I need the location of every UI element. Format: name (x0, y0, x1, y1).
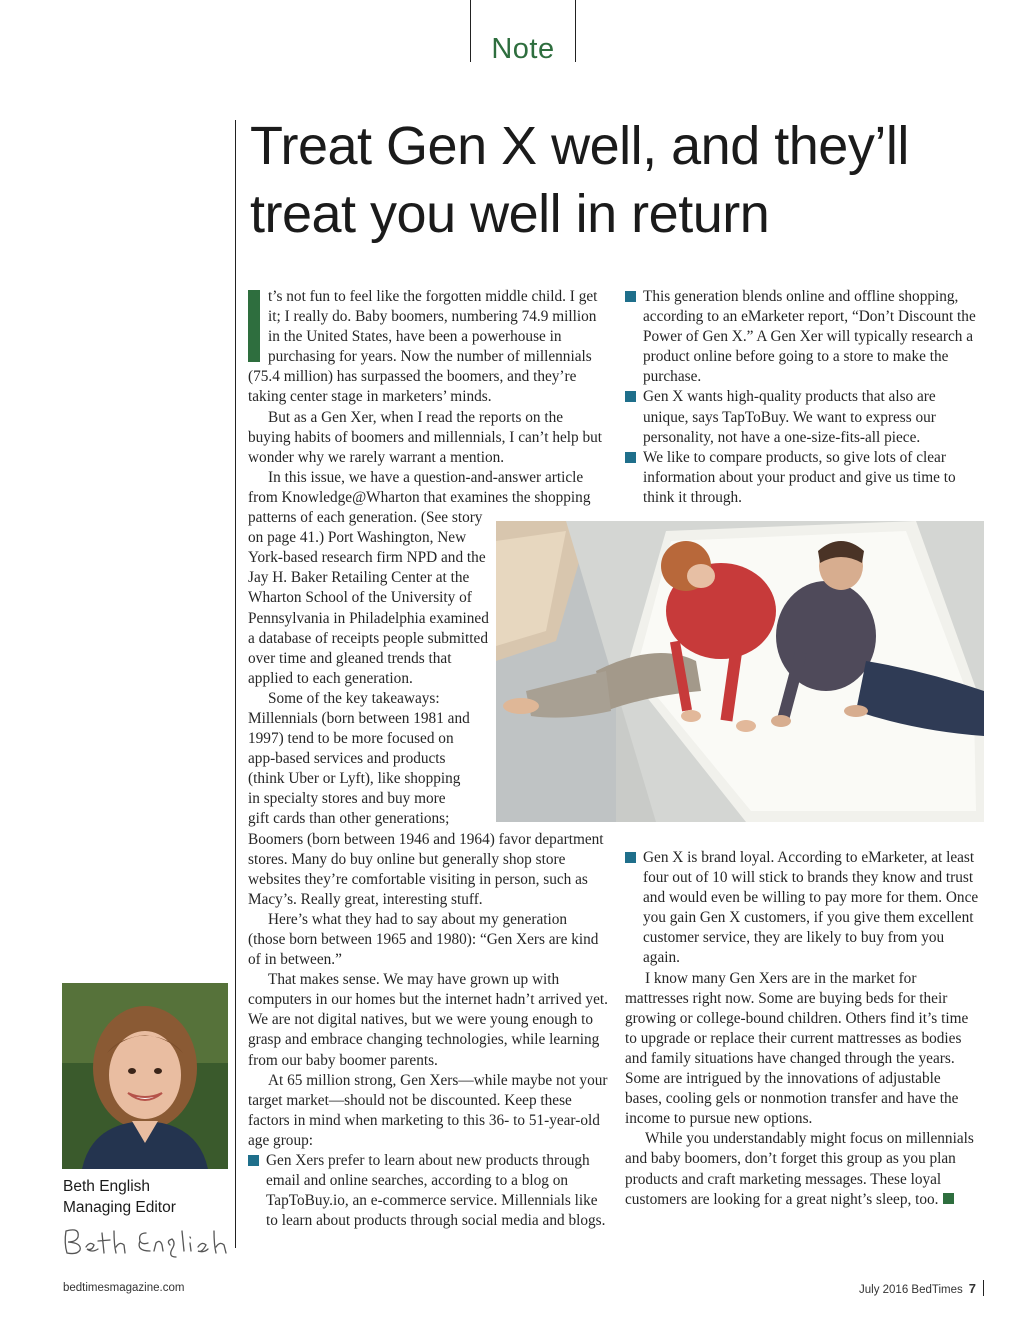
footer-rule (983, 1280, 984, 1296)
article-right-column-top (625, 287, 980, 508)
footer-issue-text: July 2016 BedTimes (859, 1284, 963, 1296)
bullet-square-icon (625, 391, 636, 402)
title-line-1: Treat Gen X well, and they’ll (250, 116, 909, 176)
bullet-item: Gen Xers prefer to learn about new products through email and online searches, according to a blog on TapToBuy.io, an e-commerce service. Millennials like to learn about products through social media and blogs. (248, 1151, 608, 1231)
editor-name: Beth English (63, 1178, 151, 1195)
bullet-item: We like to compare products, so give lots of clear information about your product and give us time to think it through. (625, 448, 980, 508)
paragraph: But as a Gen Xer, when I read the reports on the buying habits of boomers and millennials, I can’t help but wonder why we rarely warrant a mention. (248, 408, 603, 466)
paragraph: At 65 million strong, Gen Xers—while maybe not your target market—should not be discounted. Keep these factors in mind when marketing to this 36- to 51-year-old age group: (248, 1071, 608, 1149)
paragraph-closing: While you understandably might focus on millennials and baby boomers, don’t forget this group as you plan products and craft marketing messages. These loyal customers are looking for a great night’s sleep, too. (625, 1130, 974, 1208)
drop-cap-i (248, 290, 260, 362)
title-line-2: treat you well in return (250, 184, 770, 244)
paragraph: That makes sense. We may have grown up with computers in our homes but the internet hadn’t arrived yet. We are not digital natives, but we were young enough to grasp and embrace changing technologies, while learning from our baby boomer parents. (248, 971, 608, 1069)
editor-portrait (62, 983, 228, 1169)
section-label: Note (491, 33, 555, 65)
bullet-item: This generation blends online and offline shopping, according to an eMarketer report, “Don’t Discount the Power of Gen X.” A Gen Xer will typically research a product online before going to a store to make the purchase. (625, 287, 980, 387)
bullet-square-icon (625, 452, 636, 463)
editor-role: Managing Editor (63, 1199, 176, 1216)
footer-website: bedtimesmagazine.com (63, 1282, 185, 1294)
paragraph: Some of the key takeaways: Millennials (born between 1981 and 1997) tend to be more focused on app-based services and products (think Uber or Lyft), like shopping in specialty stores and buy more gift cards than other generations; (248, 689, 470, 828)
bullet-item: Gen X wants high-quality products that also are unique, says TapToBuy. We want to express our personality, not have a one-size-fits-all piece. (625, 387, 980, 447)
bullet-item: Gen X is brand loyal. According to eMarketer, at least four out of 10 will stick to brands they know and trust and would even be willing to pay more for them. Once you gain Gen X customers, if you give them excellent customer service, they are likely to buy from you again. (625, 848, 980, 969)
title-rule (235, 120, 236, 1248)
editor-credit (63, 1176, 176, 1218)
paragraph: In this issue, we have a question-and-answer article from Knowledge@Wharton that examines the shopping (248, 468, 591, 506)
bullet-square-icon (625, 852, 636, 863)
paragraph-intro: t’s not fun to feel like the forgotten middle child. I get it; I really do. Baby boomers, numbering 74.9 million in the United States, have been a powerhouse in purchasing for years. Now the number of millennials (75.4 million) has surpassed the boomers, and they’re taking center stage in marketers’ minds. (248, 288, 598, 406)
paragraph: Boomers (born between 1946 and 1964) favor department stores. Many do buy online but generally shop store websites they’re comfortable visiting in person, such as Macy’s. Really great, interesting stuff. (248, 830, 604, 908)
page-number: 7 (968, 1281, 976, 1296)
bullet-square-icon (625, 291, 636, 302)
header-rule-right (575, 0, 576, 62)
bullet-square-icon (248, 1155, 259, 1166)
article-title (250, 112, 1010, 248)
paragraph: I know many Gen Xers are in the market for mattresses right now. Some are buying beds for their growing or college-bound children. Others find it’s time to upgrade or replace their current mattresses as bodies and family situations have changed through the years. Some are intrigued by the innovations of adjustable bases, cooling gels or nonmotion transfer and have the income to pursue new options. (625, 969, 969, 1128)
paragraph: Here’s what they had to say about my generation (those born between 1965 and 1980): “Gen Xers are kind of in between.” (248, 910, 599, 969)
editor-signature (62, 1223, 232, 1259)
photo-couple-on-mattress (496, 521, 984, 822)
end-mark-icon (943, 1193, 954, 1204)
footer-issue (859, 1281, 976, 1296)
article-right-column-bottom (625, 848, 980, 1210)
paragraph: patterns of each generation. (See story on page 41.) Port Washington, New York-based research firm NPD and the Jay H. Baker Retailing Center at the Wharton School of the University of Pennsylvania in Philadelphia examined a database of receipts people submitted over time and gleaned trends that applied to each generation. (248, 509, 489, 687)
